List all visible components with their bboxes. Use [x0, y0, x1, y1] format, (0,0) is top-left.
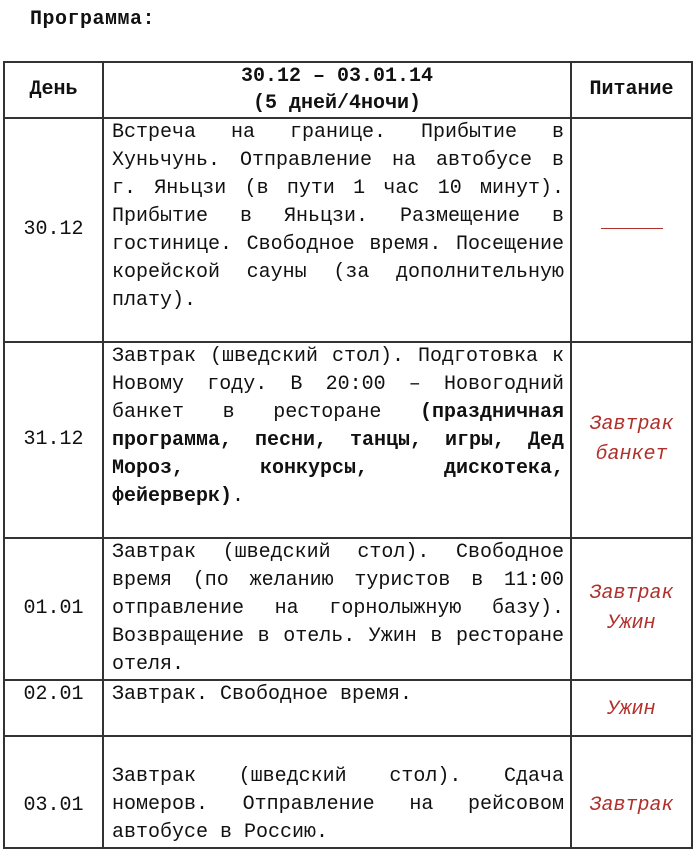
day-cell: 01.01: [4, 538, 103, 680]
description-cell: [103, 342, 571, 538]
meal-item: банкет: [595, 443, 668, 466]
table-row: [4, 680, 692, 736]
day-cell: 31.12: [4, 342, 103, 538]
header-day: День: [4, 62, 103, 118]
page-title: Программа:: [30, 8, 156, 31]
meals-cell: [571, 118, 692, 342]
meals-cell: [571, 538, 692, 680]
meal-item: Завтрак: [589, 582, 674, 605]
description-cell: Завтрак (шведский стол). Сдача номеров. Отправление на рейсовом автобусе в Россию.: [103, 736, 571, 848]
description-cell: Завтрак. Свободное время.: [103, 680, 571, 736]
meals-cell: [571, 736, 692, 848]
table-row: [4, 342, 692, 538]
header-duration: (5 дней/4ночи): [252, 92, 422, 115]
header-dates: [103, 62, 571, 118]
meal-item: Завтрак: [589, 413, 674, 436]
day-cell: 30.12: [4, 118, 103, 342]
table-header-row: [4, 62, 692, 118]
description-end: .: [232, 485, 245, 508]
description-bold-text: (праздничная программа, песни, танцы, игры, Дед Мороз, конкурсы, дискотека, фейерверк): [112, 401, 564, 508]
description-cell: Завтрак (шведский стол). Свободное время (по желанию туристов в 11:00 отправление на горнолыжную базу). Возвращение в отель. Ужин в ресторане отеля.: [103, 538, 571, 680]
meals-cell: [571, 342, 692, 538]
meal-item: Завтрак: [589, 794, 674, 817]
meals-cell: [571, 680, 692, 736]
meal-item: Ужин: [607, 698, 656, 721]
day-cell: 03.01: [4, 736, 103, 848]
description-text: Завтрак (шведский стол). Подготовка к Новому году. В 20:00 – Новогодний банкет в ресторане: [112, 345, 564, 424]
table-row: [4, 538, 692, 680]
header-meals: Питание: [571, 62, 692, 118]
meal-item: Ужин: [607, 612, 656, 635]
table-row: [4, 118, 692, 342]
table-row: [4, 736, 692, 848]
program-table: [3, 61, 693, 849]
no-meals-dash: [601, 228, 663, 229]
description-cell: Встреча на границе. Прибытие в Хуньчунь. Отправление на автобусе в г. Яньцзи (в пути 1 час 10 минут). Прибытие в Яньцзи. Размещение в гостинице. Свободное время. Посещение корейской сауны (за дополнительную плату).: [103, 118, 571, 342]
header-date-range: 30.12 – 03.01.14: [240, 65, 434, 88]
day-cell: 02.01: [4, 680, 103, 736]
